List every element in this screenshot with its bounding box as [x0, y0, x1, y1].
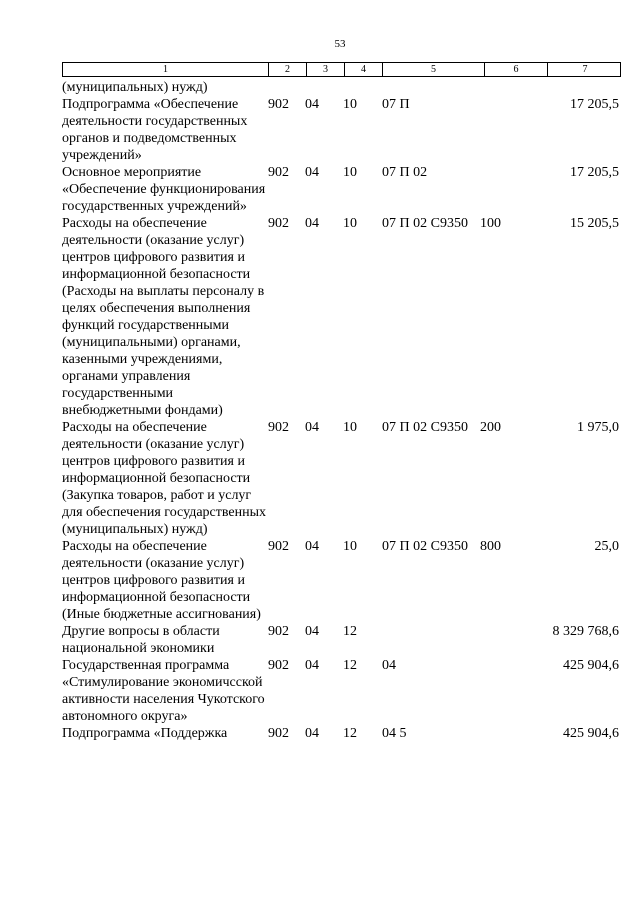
row-ministry-code: 902 [268, 216, 289, 231]
row-target-article: 07 П 02 [382, 165, 428, 180]
row-amount: 425 904,6 [563, 658, 619, 673]
table-row [0, 79, 640, 96]
table-row [0, 725, 640, 742]
row-subsection-code: 10 [343, 165, 357, 180]
row-ministry-code: 902 [268, 165, 289, 180]
column-header-4: 4 [344, 63, 382, 76]
row-section-code: 04 [305, 165, 319, 180]
row-ministry-code: 902 [268, 624, 289, 639]
row-subsection-code: 12 [343, 624, 357, 639]
row-amount: 15 205,5 [570, 216, 619, 231]
column-header-7: 7 [547, 63, 622, 76]
row-section-code: 04 [305, 726, 319, 741]
column-header-5: 5 [382, 63, 484, 76]
column-header-3: 3 [306, 63, 344, 76]
row-section-code: 04 [305, 216, 319, 231]
column-header-2: 2 [268, 63, 306, 76]
row-section-code: 04 [305, 97, 319, 112]
row-subsection-code: 12 [343, 726, 357, 741]
table-row [0, 164, 640, 215]
row-subsection-code: 10 [343, 539, 357, 554]
row-subsection-code: 10 [343, 420, 357, 435]
row-expense-type: 200 [480, 420, 501, 435]
row-amount: 8 329 768,6 [552, 624, 619, 639]
row-amount: 17 205,5 [570, 165, 619, 180]
row-amount: 425 904,6 [563, 726, 619, 741]
table-row [0, 96, 640, 164]
row-name: Расходы на обеспечение деятельности (оказание услуг) центров цифрового развития и информационной безопасности (Иные бюджетные ассигнования) [62, 539, 261, 622]
row-ministry-code: 902 [268, 726, 289, 741]
row-target-article: 04 [382, 658, 396, 673]
row-section-code: 04 [305, 658, 319, 673]
page-number: 53 [334, 38, 346, 50]
row-target-article: 07 П [382, 97, 410, 112]
row-section-code: 04 [305, 624, 319, 639]
row-section-code: 04 [305, 420, 319, 435]
row-ministry-code: 902 [268, 658, 289, 673]
row-name: Расходы на обеспечение деятельности (оказание услуг) центров цифрового развития и информационной безопасности (Расходы на выплаты персоналу в целях обеспечения выполнения функций государственными (муниципальными) органами, казенными учреждениями, органами управления государственными внебюджетными фондами) [62, 216, 265, 418]
table-row [0, 657, 640, 725]
row-target-article: 04 5 [382, 726, 407, 741]
row-subsection-code: 12 [343, 658, 357, 673]
row-ministry-code: 902 [268, 97, 289, 112]
row-target-article: 07 П 02 С9350 [382, 539, 468, 554]
column-header-1: 1 [163, 64, 168, 75]
table-header [62, 62, 621, 77]
row-name: Расходы на обеспечение деятельности (оказание услуг) центров цифрового развития и информационной безопасности (Закупка товаров, работ и услуг для обеспечения государственных (муниципальных) нужд) [62, 420, 266, 537]
budget-table-body [0, 79, 640, 742]
row-subsection-code: 10 [343, 216, 357, 231]
table-row [0, 623, 640, 657]
row-ministry-code: 902 [268, 539, 289, 554]
row-name: Государственная программа «Стимулирование экономичсской активности населения Чукотского автономного округа» [62, 658, 265, 724]
row-subsection-code: 10 [343, 97, 357, 112]
row-expense-type: 800 [480, 539, 501, 554]
row-amount: 17 205,5 [570, 97, 619, 112]
table-row [0, 419, 640, 538]
row-amount: 1 975,0 [577, 420, 619, 435]
row-name: (муниципальных) нужд) [62, 80, 208, 95]
row-name: Подпрограмма «Обеспечение деятельности государственных органов и подведомственных учреждений» [62, 97, 248, 163]
column-header-6: 6 [484, 63, 547, 76]
table-row [0, 215, 640, 419]
table-row [0, 538, 640, 623]
row-name: Основное мероприятие «Обеспечение функционирования государственных учреждений» [62, 165, 266, 214]
row-name: Другие вопросы в области национальной экономики [62, 624, 220, 656]
row-expense-type: 100 [480, 216, 501, 231]
row-target-article: 07 П 02 С9350 [382, 216, 468, 231]
row-name: Подпрограмма «Поддержка [62, 726, 228, 741]
row-section-code: 04 [305, 539, 319, 554]
row-ministry-code: 902 [268, 420, 289, 435]
row-amount: 25,0 [594, 539, 619, 554]
row-target-article: 07 П 02 С9350 [382, 420, 468, 435]
